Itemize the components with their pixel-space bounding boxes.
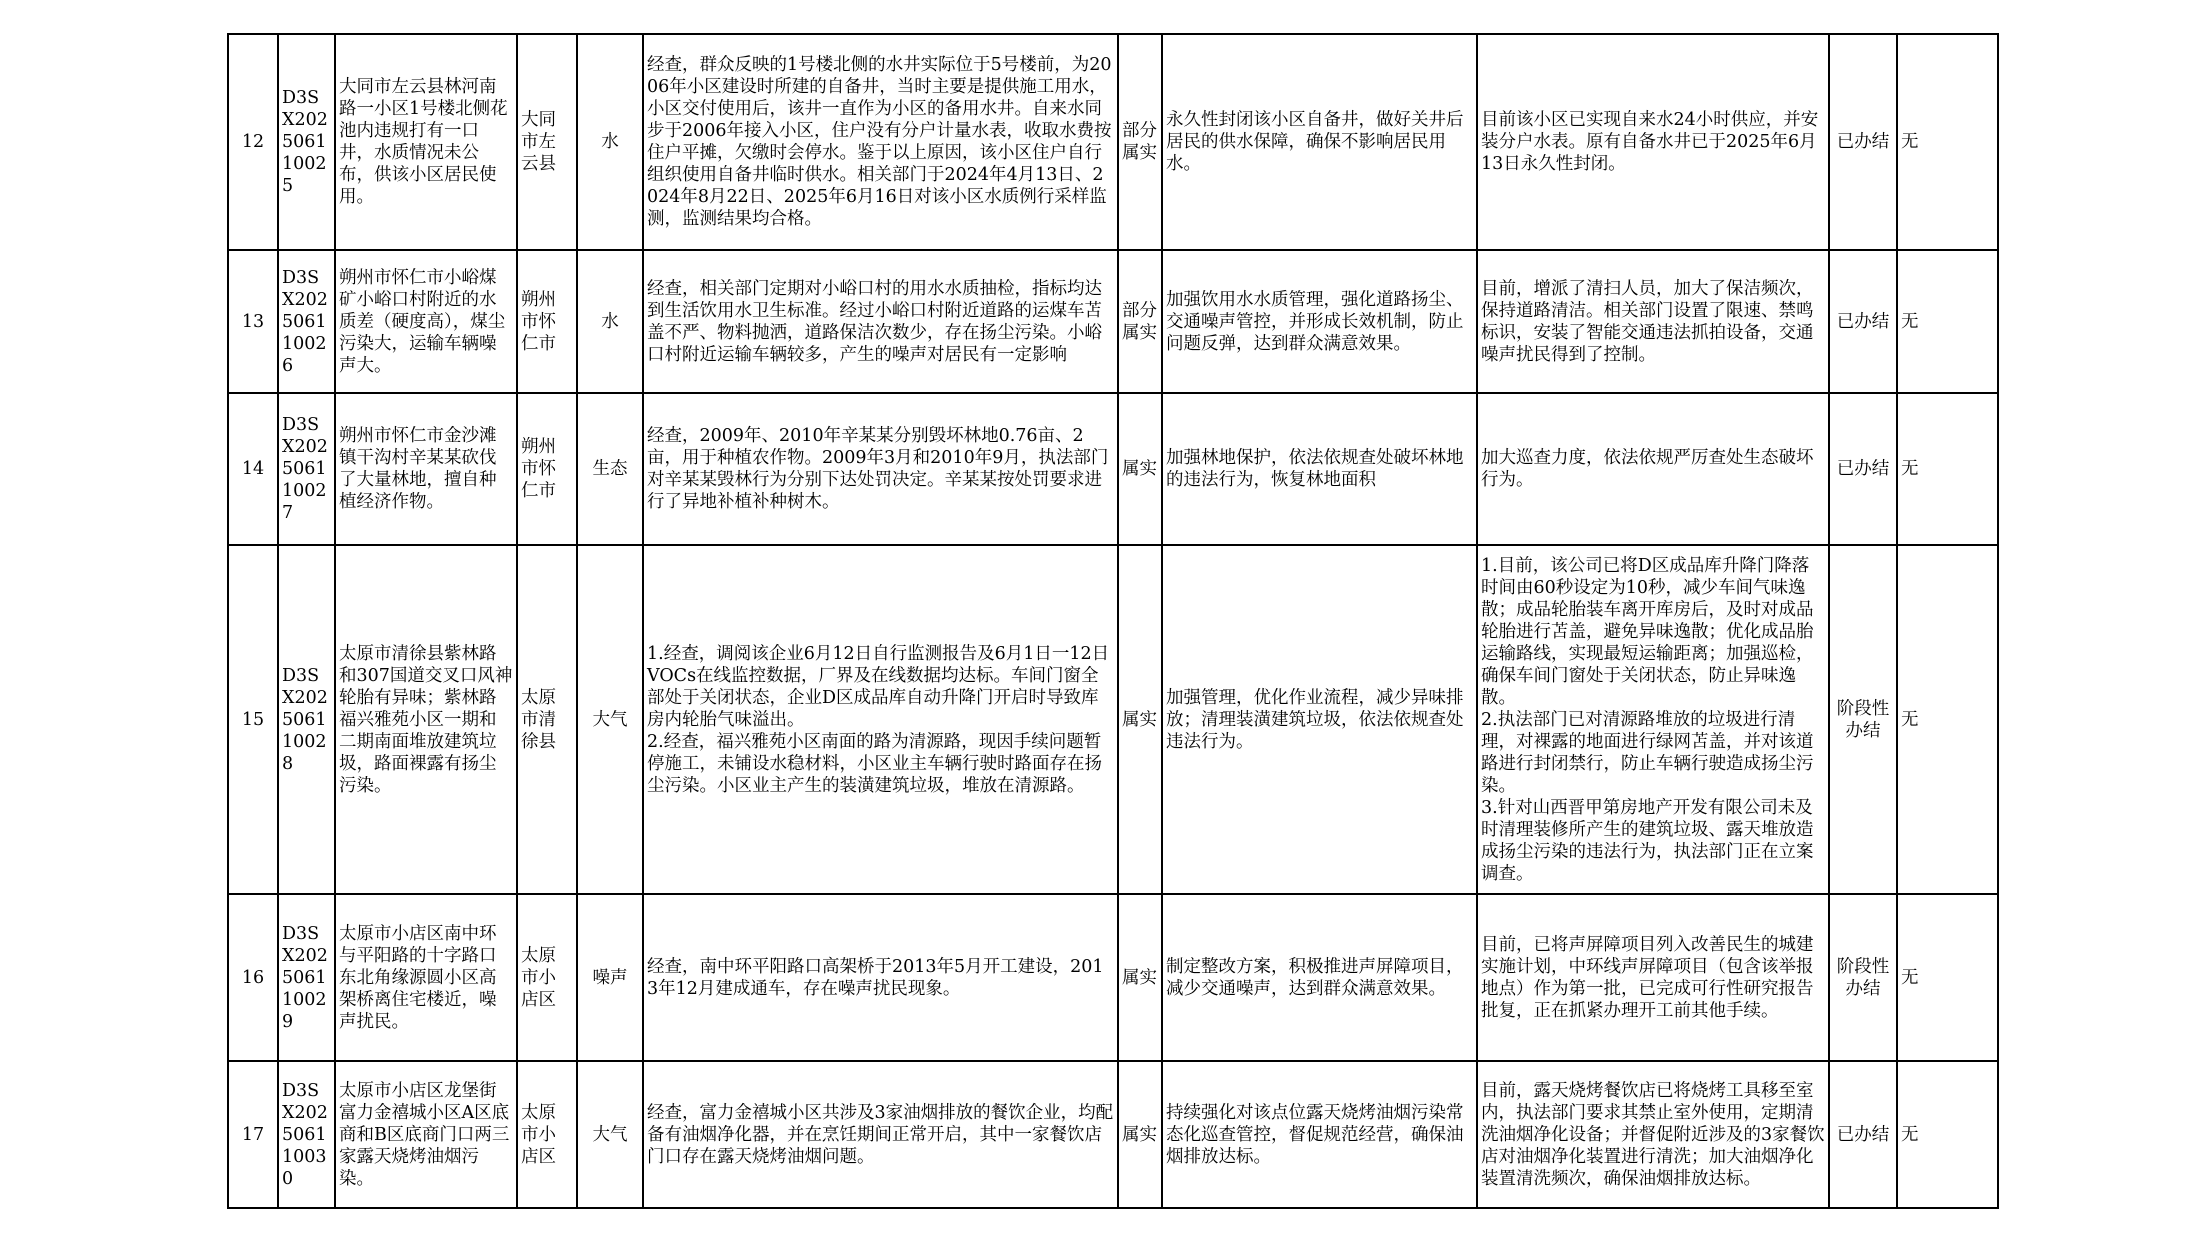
rectification-progress: 目前该小区已实现自来水24小时供应，并安装分户水表。原有自备水井已于2025年6月13日永久性封闭。: [1477, 34, 1829, 250]
complaint-content: 大同市左云县林河南路一小区1号楼北侧花池内违规打有一口井，水质情况未公布，供该小区居民使用。: [335, 34, 517, 250]
complaint-content: 朔州市怀仁市金沙滩镇干沟村辛某某砍伐了大量林地，擅自种植经济作物。: [335, 393, 517, 545]
rectification-progress: 加大巡查力度，依法依规严厉查处生态破坏行为。: [1477, 393, 1829, 545]
administrative-region: 太原市清徐县: [517, 545, 577, 894]
pollution-category: 水: [577, 34, 643, 250]
case-code: D3SX202506110030: [278, 1061, 335, 1208]
investigation-findings: 经查，富力金禧城小区共涉及3家油烟排放的餐饮企业，均配备有油烟净化器，并在烹饪期间正常开启，其中一家餐饮店门口存在露天烧烤油烟问题。: [643, 1061, 1118, 1208]
complaint-content: 太原市小店区龙堡街富力金禧城小区A区底商和B区底商门口两三家露天烧烤油烟污染。: [335, 1061, 517, 1208]
complaint-content: 太原市小店区南中环与平阳路的十字路口东北角缘源圆小区高架桥离住宅楼近，噪声扰民。: [335, 894, 517, 1061]
pollution-category: 大气: [577, 1061, 643, 1208]
rectification-progress: 目前，已将声屏障项目列入改善民生的城建实施计划，中环线声屏障项目（包含该举报地点）作为第一批，已完成可行性研究报告批复，正在抓紧办理开工前其他手续。: [1477, 894, 1829, 1061]
row-number: 12: [228, 34, 278, 250]
completion-status: 已办结: [1829, 250, 1897, 393]
completion-status: 已办结: [1829, 1061, 1897, 1208]
administrative-region: 朔州市怀仁市: [517, 250, 577, 393]
pollution-category: 生态: [577, 393, 643, 545]
rectification-plan: 永久性封闭该小区自备井，做好关井后居民的供水保障，确保不影响居民用水。: [1162, 34, 1477, 250]
administrative-region: 太原市小店区: [517, 894, 577, 1061]
case-code: D3SX202506110027: [278, 393, 335, 545]
administrative-region: 朔州市怀仁市: [517, 393, 577, 545]
completion-status: 阶段性办结: [1829, 894, 1897, 1061]
investigation-findings: 经查，群众反映的1号楼北侧的水井实际位于5号楼前，为2006年小区建设时所建的自备井，当时主要是提供施工用水，小区交付使用后，该井一直作为小区的备用水井。自来水同步于2006年接入小区，住户没有分户计量水表，收取水费按住户平摊，欠缴时会停水。鉴于以上原因，该小区住户自行组织使用自备井临时供水。相关部门于2024年4月13日、2024年8月22日、2025年6月16日对该小区水质例行采样监测，监测结果均合格。: [643, 34, 1118, 250]
accountability-status: 无: [1897, 1061, 1998, 1208]
complaint-content: 太原市清徐县紫林路和307国道交叉口风神轮胎有异味；紫林路福兴雅苑小区一期和二期南面堆放建筑垃圾，路面裸露有扬尘污染。: [335, 545, 517, 894]
pollution-category: 水: [577, 250, 643, 393]
case-code: D3SX202506110029: [278, 894, 335, 1061]
rectification-progress: 目前，露天烧烤餐饮店已将烧烤工具移至室内，执法部门要求其禁止室外使用，定期清洗油烟净化设备；并督促附近涉及的3家餐饮店对油烟净化装置进行清洗；加大油烟净化装置清洗频次，确保油烟排放达标。: [1477, 1061, 1829, 1208]
administrative-region: 大同市左云县: [517, 34, 577, 250]
pollution-category: 噪声: [577, 894, 643, 1061]
rectification-plan: 加强管理，优化作业流程，减少异味排放；清理装潢建筑垃圾，依法依规查处违法行为。: [1162, 545, 1477, 894]
rectification-plan: 持续强化对该点位露天烧烤油烟污染常态化巡查管控，督促规范经营，确保油烟排放达标。: [1162, 1061, 1477, 1208]
row-number: 17: [228, 1061, 278, 1208]
complaint-content: 朔州市怀仁市小峪煤矿小峪口村附近的水质差（硬度高），煤尘污染大，运输车辆噪声大。: [335, 250, 517, 393]
accountability-status: 无: [1897, 393, 1998, 545]
verification-result: 部分属实: [1118, 34, 1162, 250]
complaint-table: [227, 33, 1999, 1209]
verification-result: 属实: [1118, 393, 1162, 545]
table-row: [228, 894, 1998, 1061]
completion-status: 已办结: [1829, 393, 1897, 545]
table-row: [228, 545, 1998, 894]
verification-result: 属实: [1118, 1061, 1162, 1208]
rectification-plan: 制定整改方案，积极推进声屏障项目，减少交通噪声，达到群众满意效果。: [1162, 894, 1477, 1061]
accountability-status: 无: [1897, 34, 1998, 250]
accountability-status: 无: [1897, 250, 1998, 393]
table-row: [228, 34, 1998, 250]
table-row: [228, 393, 1998, 545]
completion-status: 已办结: [1829, 34, 1897, 250]
verification-result: 属实: [1118, 894, 1162, 1061]
row-number: 14: [228, 393, 278, 545]
row-number: 15: [228, 545, 278, 894]
row-number: 13: [228, 250, 278, 393]
investigation-findings: 1.经查，调阅该企业6月12日自行监测报告及6月1日一12日VOCs在线监控数据，厂界及在线数据均达标。车间门窗全部处于关闭状态，企业D区成品库自动升降门开启时导致库房内轮胎气味溢出。 2.经查，福兴雅苑小区南面的路为清源路，现因手续问题暂停施工，未铺设水稳材料，小区业主车辆行驶时路面存在扬尘污染。小区业主产生的装潢建筑垃圾，堆放在清源路。: [643, 545, 1118, 894]
case-code: D3SX202506110028: [278, 545, 335, 894]
administrative-region: 太原市小店区: [517, 1061, 577, 1208]
rectification-plan: 加强饮用水水质管理，强化道路扬尘、交通噪声管控，并形成长效机制，防止问题反弹，达到群众满意效果。: [1162, 250, 1477, 393]
pollution-category: 大气: [577, 545, 643, 894]
case-code: D3SX202506110026: [278, 250, 335, 393]
table-row: [228, 1061, 1998, 1208]
table-row: [228, 250, 1998, 393]
accountability-status: 无: [1897, 894, 1998, 1061]
case-code: D3SX202506110025: [278, 34, 335, 250]
investigation-findings: 经查，2009年、2010年辛某某分别毁坏林地0.76亩、2亩，用于种植农作物。2009年3月和2010年9月，执法部门对辛某某毁林行为分别下达处罚决定。辛某某按处罚要求进行了异地补植补种树木。: [643, 393, 1118, 545]
rectification-progress: 1.目前，该公司已将D区成品库升降门降落时间由60秒设定为10秒，减少车间气味逸散；成品轮胎装车离开库房后，及时对成品轮胎进行苫盖，避免异味逸散；优化成品胎运输路线，实现最短运输距离；加强巡检，确保车间门窗处于关闭状态，防止异味逸散。 2.执法部门已对清源路堆放的垃圾进行清理，对裸露的地面进行绿网苫盖，并对该道路进行封闭禁行，防止车辆行驶造成扬尘污染。 3.针对山西晋甲第房地产开发有限公司未及时清理装修所产生的建筑垃圾、露天堆放造成扬尘污染的违法行为，执法部门正在立案调查。: [1477, 545, 1829, 894]
completion-status: 阶段性办结: [1829, 545, 1897, 894]
accountability-status: 无: [1897, 545, 1998, 894]
verification-result: 部分属实: [1118, 250, 1162, 393]
investigation-findings: 经查，相关部门定期对小峪口村的用水水质抽检，指标均达到生活饮用水卫生标准。经过小峪口村附近道路的运煤车苫盖不严、物料抛洒，道路保洁次数少，存在扬尘污染。小峪口村附近运输车辆较多，产生的噪声对居民有一定影响: [643, 250, 1118, 393]
row-number: 16: [228, 894, 278, 1061]
rectification-progress: 目前，增派了清扫人员，加大了保洁频次，保持道路清洁。相关部门设置了限速、禁鸣标识，安装了智能交通违法抓拍设备，交通噪声扰民得到了控制。: [1477, 250, 1829, 393]
investigation-findings: 经查，南中环平阳路口高架桥于2013年5月开工建设，2013年12月建成通车，存在噪声扰民现象。: [643, 894, 1118, 1061]
verification-result: 属实: [1118, 545, 1162, 894]
rectification-plan: 加强林地保护，依法依规查处破坏林地的违法行为，恢复林地面积: [1162, 393, 1477, 545]
